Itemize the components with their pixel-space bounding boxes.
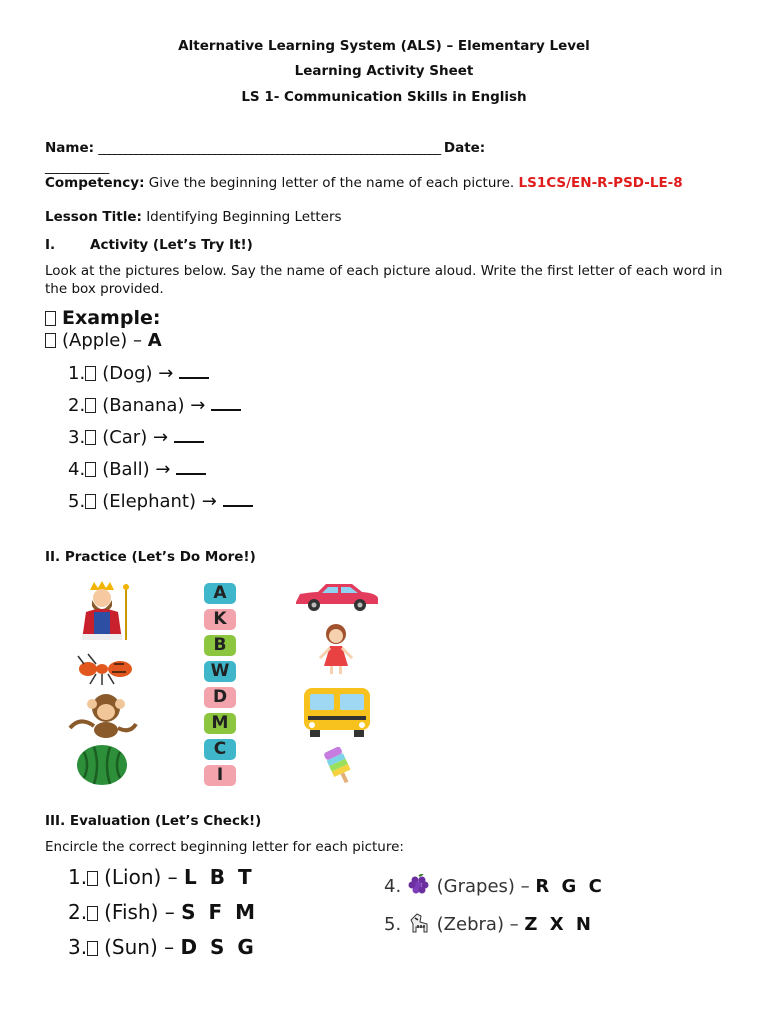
evaluation-item <box>384 912 594 935</box>
activity-heading: Activity (Let’s Try It!) <box>90 237 253 253</box>
banana-icon <box>85 398 96 413</box>
popsicle-icon <box>318 746 360 786</box>
letter-choices[interactable]: L B T <box>184 865 255 889</box>
sheet-subject: LS 1- Communication Skills in English <box>241 89 527 105</box>
name-blank: _________________________________________________________________ <box>98 140 440 156</box>
item-number: 5. <box>68 491 86 512</box>
elephant-icon <box>85 494 96 509</box>
car-icon <box>292 580 382 612</box>
zebra-icon <box>407 912 431 934</box>
letter-tile[interactable]: A <box>204 583 236 604</box>
evaluation-item <box>68 865 255 889</box>
apple-icon <box>45 333 56 348</box>
item-number: 5. <box>384 914 402 935</box>
example-line <box>45 330 162 351</box>
item-word: (Car) → <box>102 427 169 448</box>
activity-item <box>68 395 241 416</box>
item-word: (Ball) → <box>102 459 171 480</box>
dog-icon <box>85 366 96 381</box>
letter-choices[interactable]: R G C <box>535 876 605 897</box>
doll-icon <box>310 622 362 676</box>
item-word: (Dog) → <box>102 363 174 384</box>
competency <box>45 175 735 192</box>
name-label: Name: <box>45 140 95 156</box>
item-word: (Banana) → <box>102 395 206 416</box>
evaluation-instructions: Encircle the correct beginning letter for each picture: <box>45 839 404 855</box>
grapes-icon <box>407 874 431 896</box>
letter-tile[interactable]: B <box>204 635 236 656</box>
ball-icon <box>85 462 96 477</box>
item-word: (Elephant) → <box>102 491 217 512</box>
letter-tile[interactable]: K <box>204 609 236 630</box>
monkey-icon <box>66 690 140 738</box>
letter-tile[interactable]: I <box>204 765 236 786</box>
competency-text: Give the beginning letter of the name of each picture. <box>148 175 515 191</box>
evaluation-heading: III. Evaluation (Let’s Check!) <box>45 813 262 829</box>
evaluation-item <box>384 874 605 897</box>
item-word: (Zebra) – <box>436 914 519 935</box>
activity-numeral: I. <box>45 237 56 253</box>
lesson-text: Identifying Beginning Letters <box>146 209 342 225</box>
item-word: (Grapes) – <box>436 876 530 897</box>
ant-icon <box>74 652 136 686</box>
watermelon-icon <box>76 744 128 786</box>
school-bus-icon <box>298 684 376 738</box>
letter-choices[interactable]: S F M <box>181 900 259 924</box>
letter-tile[interactable]: D <box>204 687 236 708</box>
answer-blank[interactable] <box>211 395 241 411</box>
item-number: 1. <box>68 865 88 889</box>
lesson-label: Lesson Title: <box>45 209 142 225</box>
date-label: Date: <box>443 140 486 156</box>
activity-item <box>68 427 204 448</box>
answer-blank[interactable] <box>179 363 209 379</box>
answer-blank[interactable] <box>174 427 204 443</box>
letter-tile[interactable]: M <box>204 713 236 734</box>
lesson-title <box>45 209 342 225</box>
practice-heading: II. Practice (Let’s Do More!) <box>45 549 256 565</box>
item-number: 2. <box>68 900 88 924</box>
activity-item <box>68 459 206 480</box>
item-number: 3. <box>68 935 88 959</box>
item-number: 4. <box>384 876 402 897</box>
king-icon <box>70 578 134 642</box>
answer-blank[interactable] <box>176 459 206 475</box>
letter-tile[interactable]: W <box>204 661 236 682</box>
activity-item <box>68 363 209 384</box>
fish-icon <box>87 906 98 921</box>
item-word: (Sun) – <box>104 935 175 959</box>
item-number: 1. <box>68 363 86 384</box>
activity-item <box>68 491 253 512</box>
example-title: Example: <box>62 307 161 329</box>
lion-icon <box>87 871 98 886</box>
competency-label: Competency: <box>45 175 145 191</box>
item-number: 3. <box>68 427 86 448</box>
car-icon <box>85 430 96 445</box>
example-word: (Apple) – <box>62 330 143 351</box>
lightbulb-icon <box>45 311 56 326</box>
letter-choices[interactable]: Z X N <box>524 914 594 935</box>
name-date-line <box>45 139 745 177</box>
example-answer: A <box>147 330 162 351</box>
item-word: (Lion) – <box>104 865 178 889</box>
evaluation-item <box>68 935 257 959</box>
evaluation-item <box>68 900 258 924</box>
letter-choices[interactable]: D S G <box>180 935 257 959</box>
letter-tile[interactable]: C <box>204 739 236 760</box>
answer-blank[interactable] <box>223 491 253 507</box>
sun-icon <box>87 941 98 956</box>
item-number: 4. <box>68 459 86 480</box>
sheet-subtitle: Learning Activity Sheet <box>294 63 474 79</box>
item-number: 2. <box>68 395 86 416</box>
activity-instructions: Look at the pictures below. Say the name of each picture aloud. Write the first letter of each word in the box provided. <box>45 263 723 297</box>
item-word: (Fish) – <box>104 900 175 924</box>
sheet-title: Alternative Learning System (ALS) – Elementary Level <box>178 38 590 54</box>
date-blank: ___________ <box>45 159 109 175</box>
competency-code: LS1CS/EN-R-PSD-LE-8 <box>518 175 683 191</box>
example-heading <box>45 307 160 329</box>
